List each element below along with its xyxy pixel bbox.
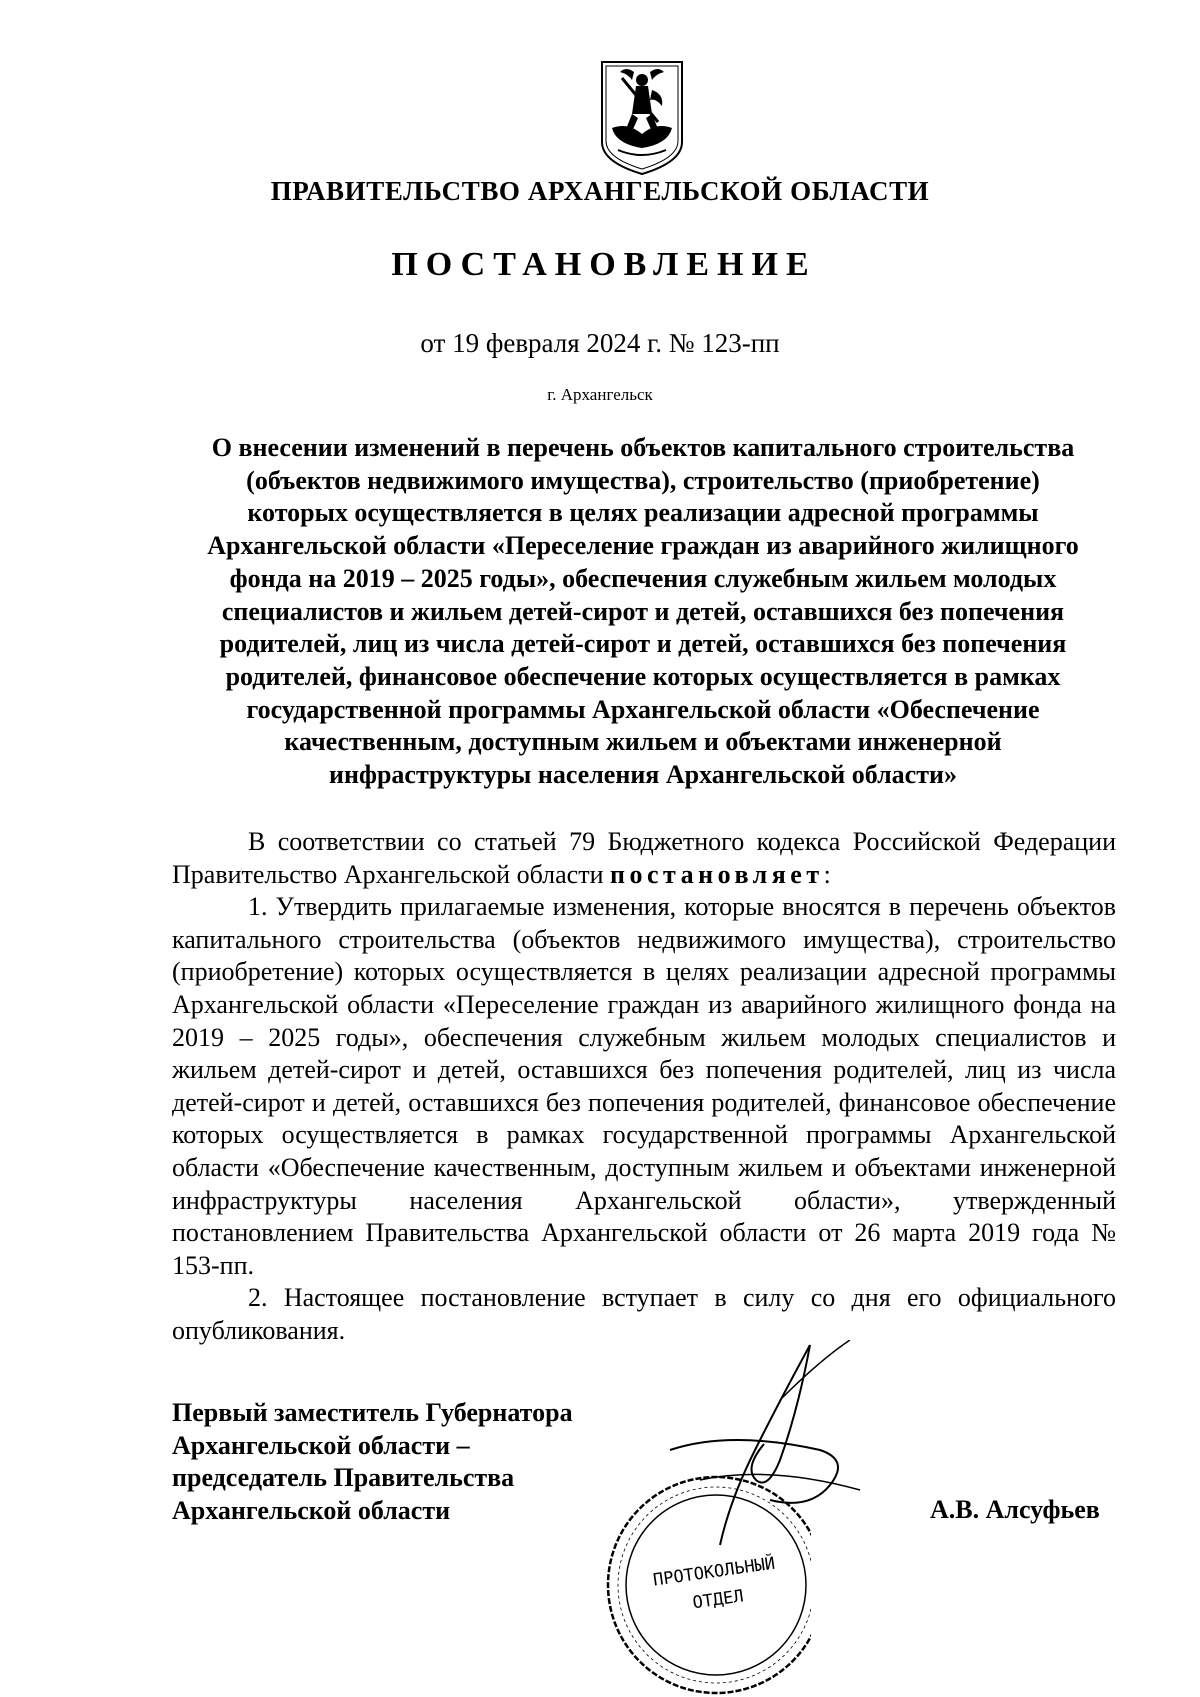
document-date-number: от 19 февраля 2024 г. № 123-пп bbox=[420, 328, 780, 358]
title-line: государственной программы Архангельской области «Обеспечение bbox=[246, 694, 1040, 724]
document-type: ПОСТАНОВЛЕНИЕ bbox=[391, 246, 817, 283]
title-line: качественным, доступным жильем и объектами инженерной bbox=[284, 727, 1002, 757]
document-title bbox=[168, 432, 1118, 792]
signer-position-line: председатель Правительства bbox=[172, 1463, 515, 1493]
title-line: О внесении изменений в перечень объектов капитального строительства bbox=[211, 433, 1075, 462]
preamble-end: : bbox=[823, 859, 831, 889]
title-line: (объектов недвижимого имущества), строительство (приобретение) bbox=[246, 465, 1040, 495]
title-line: которых осуществляется в целях реализации адресной программы bbox=[247, 498, 1039, 528]
item-2-paragraph: 2. Настоящее постановление вступает в силу со дня его официального опубликования. bbox=[172, 1283, 1116, 1345]
coat-of-arms-emblem-icon bbox=[598, 58, 686, 176]
preamble-paragraph bbox=[172, 826, 1116, 891]
signer-name: А.В. Алсуфьев bbox=[930, 1495, 1100, 1524]
title-line: Архангельской области «Переселение граждан из аварийного жилищного bbox=[207, 531, 1079, 561]
svg-text:ПРОТОКОЛЬНЫЙ: ПРОТОКОЛЬНЫЙ bbox=[651, 1553, 777, 1591]
signer-position-line: Архангельской области – bbox=[172, 1430, 470, 1460]
title-line: фонда на 2019 – 2025 годы», обеспечения служебным жильем молодых bbox=[229, 563, 1057, 593]
signer-position-line: Архангельской области bbox=[172, 1495, 451, 1525]
round-seal-stamp-icon bbox=[596, 1455, 811, 1697]
preamble-keyword: постановляет bbox=[610, 859, 824, 889]
signer-position-line: Первый заместитель Губернатора bbox=[172, 1398, 573, 1427]
title-line: родителей, финансовое обеспечение которых осуществляется в рамках bbox=[225, 661, 1061, 691]
document-body bbox=[172, 826, 1116, 1348]
svg-text:ОТДЕЛ: ОТДЕЛ bbox=[691, 1586, 745, 1614]
document-city: г. Архангельск bbox=[547, 385, 653, 404]
signer-position bbox=[172, 1397, 573, 1527]
organization-name: ПРАВИТЕЛЬСТВО АРХАНГЕЛЬСКОЙ ОБЛАСТИ bbox=[270, 176, 930, 206]
title-line: инфраструктуры населения Архангельской области» bbox=[329, 760, 957, 790]
title-line: родителей, лиц из числа детей-сирот и детей, оставшихся без попечения bbox=[219, 629, 1067, 659]
item-1-paragraph: 1. Утвердить прилагаемые изменения, которые вносятся в перечень объектов капитального строительства (объектов недвижимого имущества), строительство (приобретение) которых осуществляется в целях реализации адресной программы Архангельской области «Переселение граждан из аварийного жилищного фонда на 2019 – 2025 годы», обеспечения служебным жильем молодых специалистов и жильем детей-сирот и детей, оставшихся без попечения родителей, лиц из числа детей-сирот и детей, оставшихся без попечения родителей, финансовое обеспечение которых осуществляется в рамках государственной программы Архангельской области «Обеспечение качественным, доступным жильем и объектами инженерной инфраструктуры населения Архангельской области», утвержденный постановлением Правительства Архангельской области от 26 марта 2019 года № 153-пп. bbox=[172, 892, 1116, 1280]
title-line: специалистов и жильем детей-сирот и детей, оставшихся без попечения bbox=[221, 596, 1065, 626]
preamble-text: В соответствии со статьей 79 Бюджетного кодекса Российской Федерации Правительство Архангельской области bbox=[172, 827, 1116, 889]
